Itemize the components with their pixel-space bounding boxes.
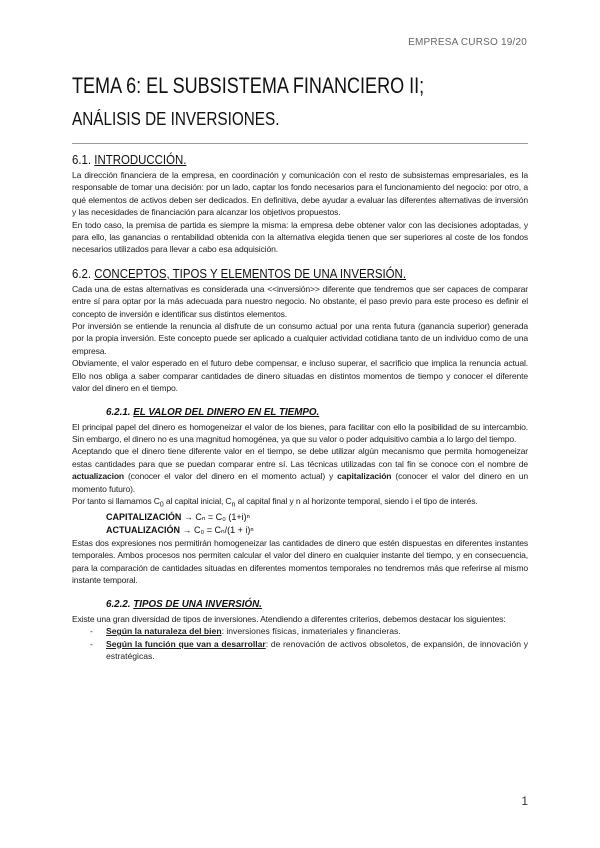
subsection-number: 6.2.1. <box>106 406 131 418</box>
formula-expression: → C₀ = Cₙ/(1 + i)ⁿ <box>182 525 254 536</box>
paragraph: Por inversión se entiende la renuncia al disfrute de un consumo actual por una renta futura (ganancia superior) generada por la propia inversión. Este concepto puede ser aplicado a cualquier actividad cotidiana tanto de un individuo como de una empresa. <box>72 321 528 356</box>
text-run: Por tanto si llamamos C <box>72 495 160 506</box>
bold-term-actualizacion: actualizacion <box>72 471 125 482</box>
bullet-dash: - <box>90 638 93 649</box>
list-item-text <box>106 638 528 663</box>
page-content <box>72 72 528 662</box>
formula-label: ACTUALIZACIÓN <box>106 525 180 536</box>
subsection-title: TIPOS DE UNA INVERSIÓN. <box>133 598 262 610</box>
header-label: EMPRESA CURSO 19/20 <box>408 37 527 48</box>
text-run: (conocer el valor del dinero en el momento actual) y <box>124 471 338 482</box>
list-item-text <box>106 625 401 637</box>
subscript: 0 <box>159 500 164 509</box>
text-run: Aceptando que el dinero tiene diferente valor en el tiempo, se debe utilizar algún mecanismo que permita homogeneizar estas cantidades para que se puedan comparar entre sí. Las técnicas utilizadas con tal fin se conoce con el nombre de <box>72 446 528 469</box>
list-item <box>90 625 528 637</box>
paragraph: Obviamente, el valor esperado en el futuro debe compensar, e incluso superar, el sacrificio que implica la renuncia actual. Ello nos obliga a saber comparar cantidades de dinero situadas en distintos momentos de tiempo y conocer el diferente valor del dinero en el tiempo. <box>72 358 528 394</box>
text-run: : inversiones físicas, inmateriales y financieras. <box>221 626 401 637</box>
formula-label: CAPITALIZACIÓN <box>106 512 182 523</box>
text-run: al capital inicial, C <box>163 495 232 506</box>
text-run: : de renovación de activos obsoletos, de expansión, de innovación y estratégicas. <box>106 638 528 661</box>
paragraph: En todo caso, la premisa de partida es siempre la misma: la empresa debe obtener valor con las decisiones adoptadas, y para ello, las ganancias o rentabilidad obtenida con la alternativa elegida tienen que ser superiores al coste de los fondos necesarios utilizados para llevar a cabo esa adquisición. <box>72 219 528 255</box>
section-heading-6-1 <box>72 152 473 167</box>
paragraph <box>72 445 528 495</box>
page-number: 1 <box>521 794 528 808</box>
section-heading-6-2 <box>72 266 473 281</box>
subsection-title: EL VALOR DEL DINERO EN EL TIEMPO. <box>133 406 320 418</box>
title-divider <box>72 143 528 144</box>
section-title: CONCEPTOS, TIPOS Y ELEMENTOS DE UNA INVERSIÓN. <box>94 265 407 281</box>
subsection-heading-6-2-1 <box>106 407 528 418</box>
paragraph: El principal papel del dinero es homogeneizar el valor de los bienes, para facilitar con ello la posibilidad de su intercambio. Sin embargo, el dinero no es una magnitud homogénea, ya que su valor o poder adquisitivo cambia a lo largo del tiempo. <box>72 421 528 444</box>
paragraph: Estas dos expresiones nos permitirán homogeneizar las cantidades de dinero que estén dispuestas en diferentes instantes temporales. Ambos procesos nos permiten calcular el valor del dinero en cualquier instante del tiempo, y en consecuencia, para la comparación de cantidades situadas en diferentes momentos temporales no tendremos más que referirse al mismo instante temporal. <box>72 538 528 586</box>
bullet-list <box>90 625 528 662</box>
section-number: 6.1. <box>72 152 92 167</box>
page-subtitle: ANÁLISIS DE INVERSIONES. <box>72 109 280 129</box>
bullet-dash: - <box>90 626 93 637</box>
paragraph: La dirección financiera de la empresa, en coordinación y comunicación con el resto de subsistemas empresariales, es la responsable de tomar una decisión: por un lado, captar los fondo necesarios para el funcionamiento del negocio: por otro, a qué elementos de activos deben ser dedicados. En definitiva, debe ayudar a evaluar las diferentes alternativas de inversión y las necesidades de financiación para alcanzar los objetivos propuestos. <box>72 170 528 218</box>
paragraph: Cada una de estas alternativas es considerada una <<inversión>> diferente que tendremos que ser capaces de comparar entre sí para optar por la más adecuada para nuestro negocio. No obstante, el paso previo para este proceso es definir el concepto de inversión e identificar sus distintos elementos. <box>72 283 528 319</box>
section-number: 6.2. <box>72 265 92 281</box>
list-item-label: Según la naturaleza del bien <box>106 626 222 637</box>
text-run: (conocer el valor del dinero en un momento futuro). <box>72 471 528 494</box>
section-title: INTRODUCCIÓN. <box>94 152 187 167</box>
subsection-number: 6.2.2. <box>106 598 131 610</box>
paragraph <box>72 495 528 511</box>
subscript: n <box>231 500 236 509</box>
formula-capitalizacion <box>106 511 528 524</box>
subsection-heading-6-2-2 <box>106 599 528 610</box>
formula-expression: → Cₙ = C₀ (1+i)ⁿ <box>183 512 250 523</box>
list-item <box>90 638 528 663</box>
list-item-label: Según la función que van a desarrollar <box>106 638 266 649</box>
bold-term-capitalizacion: capitalización <box>337 471 392 482</box>
text-run: al capital final y n al horizonte temporal, siendo i el tipo de interés. <box>235 495 478 506</box>
page-title: TEMA 6: EL SUBSISTEMA FINANCIERO II; <box>72 73 425 98</box>
formula-actualizacion <box>106 524 528 537</box>
paragraph: Existe una gran diversidad de tipos de inversiones. Atendiendo a diferentes criterios, debemos destacar los siguientes: <box>72 613 506 624</box>
